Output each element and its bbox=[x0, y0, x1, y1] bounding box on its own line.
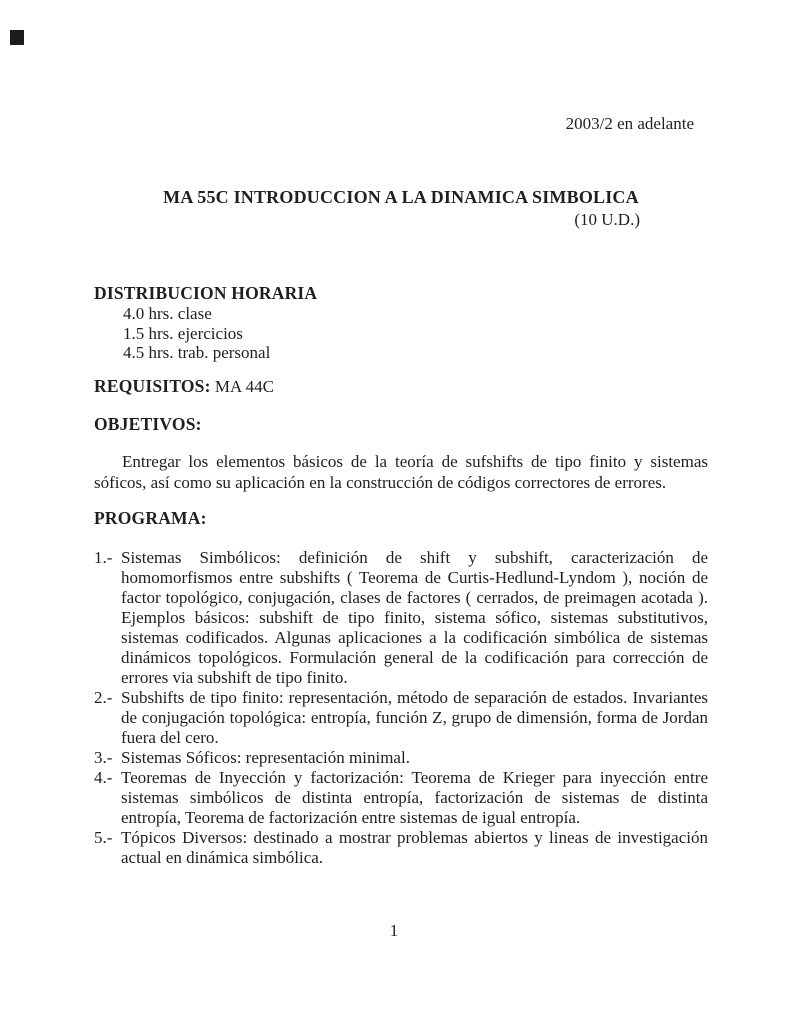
section-heading-objetivos: OBJETIVOS: bbox=[94, 414, 202, 434]
hours-item-trab-personal: 4.5 hrs. trab. personal bbox=[123, 343, 271, 363]
item-text: Sistemas Sóficos: representación minimal. bbox=[121, 748, 410, 767]
programa-item-1 bbox=[94, 548, 708, 688]
hours-list bbox=[94, 304, 708, 363]
item-text: Sistemas Simbólicos: definición de shift y subshift, caracterización de homomorfismos entre subshifts ( Teorema de Curtis-Hedlund-Lyndom ), noción de factor topológico, conjugación, clases de factores ( cerrados, de preimagen acotada ). Ejemplos básicos: subshift de tipo finito, sistema sófico, sistemas substitutivos, sistemas codificados. Algunas aplicaciones a la codificación simbólica de sistemas dinámicos topológicos. Formulación general de la codificación para corrección de errores via subshift de tipo finito. bbox=[121, 548, 708, 687]
item-number: 2.- bbox=[94, 688, 113, 707]
programa-item-5 bbox=[94, 828, 708, 868]
item-number: 1.- bbox=[94, 548, 113, 567]
section-heading-distribucion-horaria: DISTRIBUCION HORARIA bbox=[94, 283, 318, 303]
item-text: Tópicos Diversos: destinado a mostrar problemas abiertos y lineas de investigación actual en dinámica simbólica. bbox=[121, 828, 708, 867]
programa-item-3 bbox=[94, 748, 708, 768]
objetivos-paragraph: Entregar los elementos básicos de la teoría de sufshifts de tipo finito y sistemas sóficos, así como su aplicación en la construcción de códigos correctores de errores. bbox=[94, 452, 708, 492]
date-note: 2003/2 en adelante bbox=[565, 114, 694, 133]
programa-list bbox=[94, 548, 708, 868]
item-number: 5.- bbox=[94, 828, 113, 847]
section-heading-programa: PROGRAMA: bbox=[94, 508, 207, 528]
hours-item-clase: 4.0 hrs. clase bbox=[123, 304, 212, 323]
requisitos-value: MA 44C bbox=[210, 377, 274, 396]
course-title: MA 55C INTRODUCCION A LA DINAMICA SIMBOLICA bbox=[163, 187, 639, 207]
course-units: (10 U.D.) bbox=[574, 210, 640, 229]
scan-artifact-mark bbox=[10, 30, 24, 45]
section-requisitos bbox=[94, 376, 708, 397]
hours-item-ejercicios: 1.5 hrs. ejercicios bbox=[123, 323, 243, 343]
item-text: Subshifts de tipo finito: representación, método de separación de estados. Invariantes de conjugación topológica: entropía, función Z, grupo de dimensión, forma de Jordan fuera del cero. bbox=[121, 688, 708, 747]
page-number: 1 bbox=[389, 921, 399, 940]
programa-item-4 bbox=[94, 768, 708, 828]
requisitos-label: REQUISITOS: bbox=[94, 376, 211, 396]
item-number: 3.- bbox=[94, 748, 113, 767]
item-text: Teoremas de Inyección y factorización: Teorema de Krieger para inyección entre sistemas simbólicos de distinta entropía, factorización de sistemas de distinta entropía, Teorema de factorización entre sistemas de igual entropía. bbox=[121, 768, 708, 827]
title-block bbox=[94, 186, 708, 231]
programa-item-2 bbox=[94, 688, 708, 748]
item-number: 4.- bbox=[94, 768, 113, 787]
